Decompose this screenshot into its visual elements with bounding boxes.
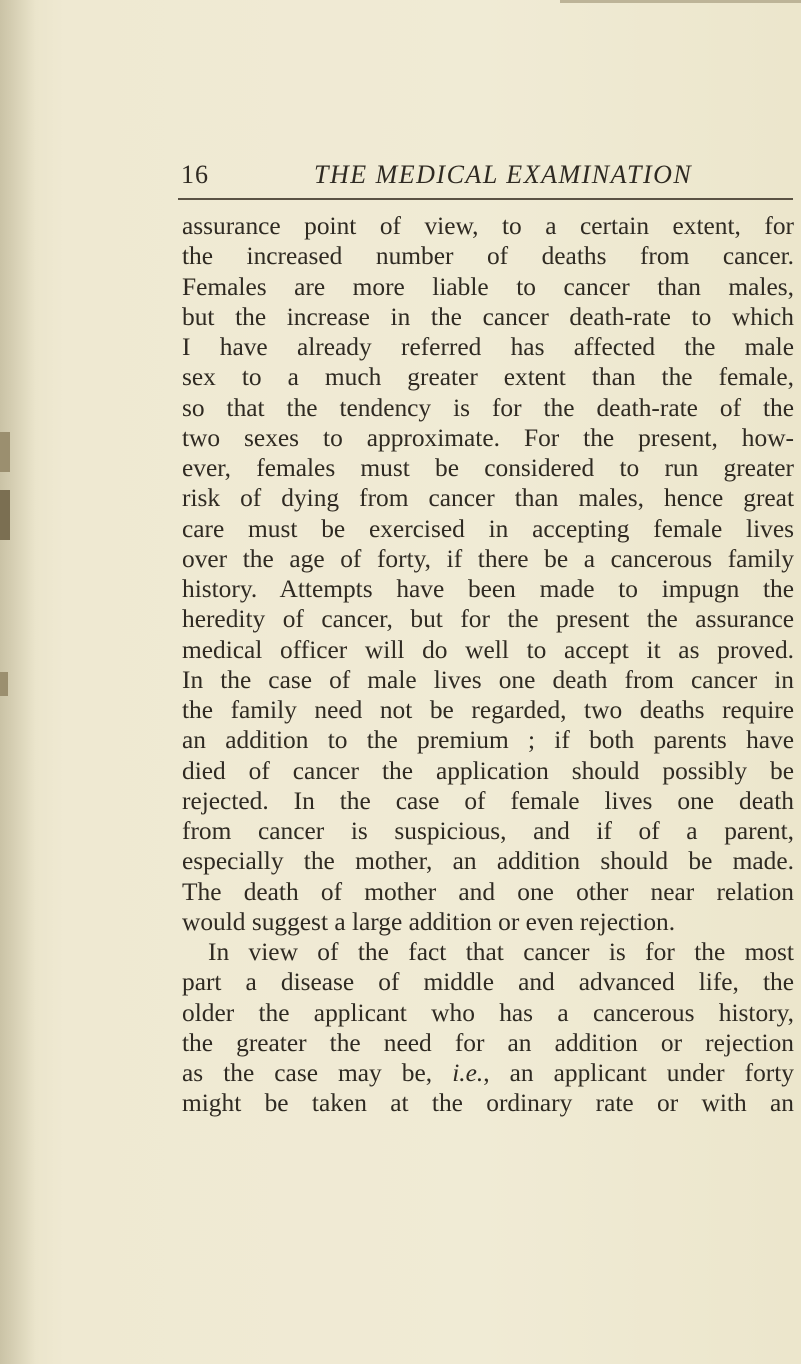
margin-tab	[0, 432, 10, 472]
margin-tab	[0, 490, 10, 540]
text-line: assurance point of view, to a certain extent, for	[182, 212, 794, 240]
text-line: two sexes to approximate. For the present, how-	[182, 423, 794, 452]
text-line: history. Attempts have been made to impugn the	[182, 575, 794, 603]
body-text	[182, 211, 794, 1119]
header-rule	[178, 198, 793, 200]
text-line: ever, females must be considered to run greater	[182, 454, 794, 482]
text-line: sex to a much greater extent than the female,	[182, 363, 794, 392]
text-line: over the age of forty, if there be a cancerous family	[182, 544, 794, 573]
italic-abbreviation: i.e.	[452, 1059, 484, 1087]
running-title: THE MEDICAL EXAMINATION	[314, 160, 693, 189]
text-line: medical officer will do well to accept it as proved.	[182, 635, 794, 664]
text-line: I have already referred has affected the male	[182, 333, 794, 361]
text-line: died of cancer the application should possibly be	[182, 756, 794, 785]
margin-tab	[0, 672, 8, 696]
text-line: the increased number of deaths from cancer.	[182, 242, 794, 271]
text-line: older the applicant who has a cancerous history,	[182, 998, 794, 1027]
paragraph-start-line	[182, 937, 794, 967]
text-segment: , an applicant under forty	[483, 1059, 794, 1087]
paragraph-start-text: In view of the fact that cancer is for the most	[208, 938, 794, 966]
text-line: The death of mother and one other near relation	[182, 877, 794, 906]
text-line: would suggest a large addition or even rejection.	[182, 907, 676, 936]
text-line: but the increase in the cancer death-rate to which	[182, 302, 794, 331]
running-head	[181, 160, 796, 196]
text-line: Females are more liable to cancer than males,	[182, 272, 794, 301]
text-line: from cancer is suspicious, and if of a parent,	[182, 817, 794, 845]
text-line: rejected. In the case of female lives one death	[182, 786, 794, 815]
text-line: so that the tendency is for the death-rate of the	[182, 393, 794, 422]
text-line: part a disease of middle and advanced life, the	[182, 968, 794, 997]
text-line: especially the mother, an addition should be made.	[182, 847, 794, 876]
text-segment: as the case may be,	[182, 1059, 453, 1087]
text-line: risk of dying from cancer than males, hence great	[182, 484, 794, 513]
text-line: heredity of cancer, but for the present the assurance	[182, 605, 794, 634]
page-edge	[560, 0, 801, 3]
text-line-with-italic	[182, 1058, 794, 1088]
text-line: care must be exercised in accepting female lives	[182, 514, 794, 543]
text-line: In the case of male lives one death from cancer in	[182, 665, 794, 694]
text-line: the greater the need for an addition or rejection	[182, 1028, 794, 1057]
text-line: an addition to the premium ; if both parents have	[182, 726, 794, 755]
page-number: 16	[181, 160, 209, 189]
text-line: might be taken at the ordinary rate or with an	[182, 1089, 794, 1118]
text-line: the family need not be regarded, two deaths require	[182, 696, 794, 724]
